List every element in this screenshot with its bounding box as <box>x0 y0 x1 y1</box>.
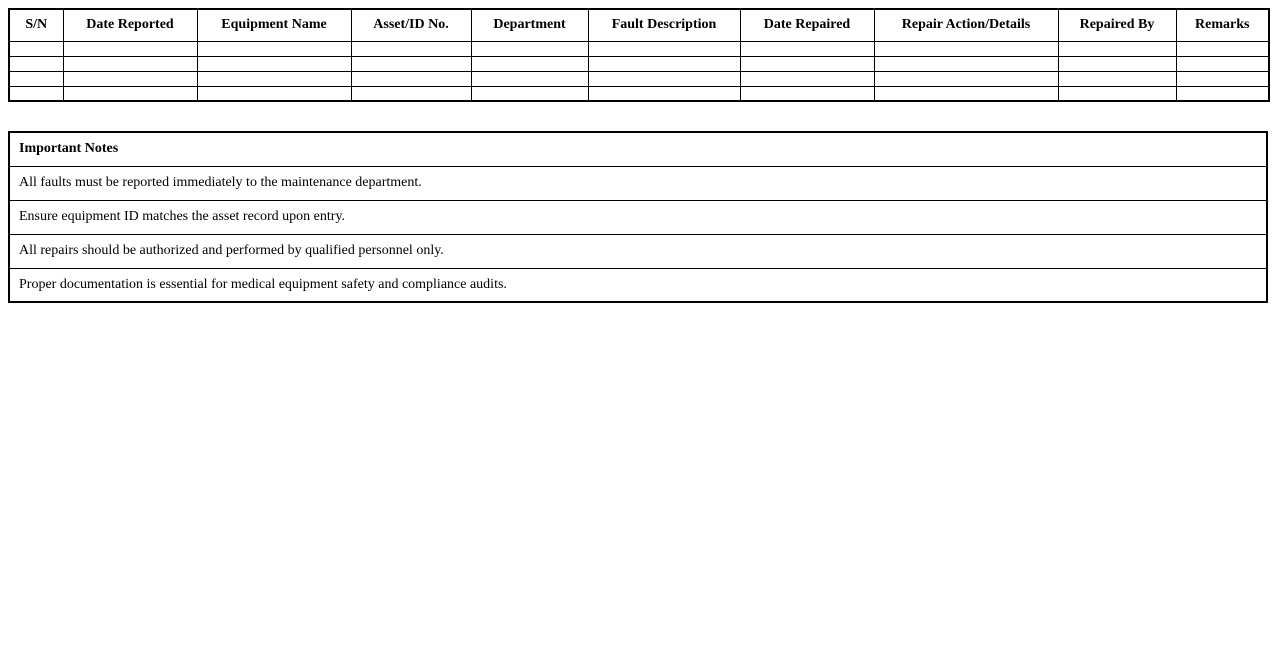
empty-cell <box>351 56 471 71</box>
column-header-sn: S/N <box>9 9 63 41</box>
empty-cell <box>588 86 740 101</box>
note-row <box>9 200 1267 234</box>
empty-cell <box>588 71 740 86</box>
log-empty-row <box>9 71 1269 86</box>
empty-cell <box>1058 56 1176 71</box>
log-empty-row <box>9 86 1269 101</box>
empty-cell <box>874 41 1058 56</box>
note-row <box>9 268 1267 302</box>
empty-cell <box>9 41 63 56</box>
empty-cell <box>63 41 197 56</box>
empty-cell <box>1176 56 1269 71</box>
empty-cell <box>1176 41 1269 56</box>
empty-cell <box>1058 71 1176 86</box>
empty-cell <box>351 71 471 86</box>
important-notes-table <box>8 131 1268 303</box>
empty-cell <box>63 86 197 101</box>
note-item: All faults must be reported immediately to the maintenance department. <box>9 166 1267 200</box>
empty-cell <box>9 86 63 101</box>
column-header-asset-id: Asset/ID No. <box>351 9 471 41</box>
empty-cell <box>588 41 740 56</box>
empty-cell <box>197 86 351 101</box>
empty-cell <box>1176 71 1269 86</box>
empty-cell <box>63 56 197 71</box>
log-table-header-row <box>9 9 1269 41</box>
empty-cell <box>471 71 588 86</box>
empty-cell <box>471 86 588 101</box>
notes-title-row <box>9 132 1267 166</box>
empty-cell <box>197 56 351 71</box>
note-row <box>9 234 1267 268</box>
empty-cell <box>63 71 197 86</box>
empty-cell <box>740 41 874 56</box>
empty-cell <box>351 86 471 101</box>
empty-cell <box>9 71 63 86</box>
empty-cell <box>740 86 874 101</box>
empty-cell <box>197 41 351 56</box>
empty-cell <box>197 71 351 86</box>
log-table-body <box>9 41 1269 101</box>
column-header-date-reported: Date Reported <box>63 9 197 41</box>
column-header-equipment-name: Equipment Name <box>197 9 351 41</box>
note-item: Ensure equipment ID matches the asset record upon entry. <box>9 200 1267 234</box>
note-item: All repairs should be authorized and performed by qualified personnel only. <box>9 234 1267 268</box>
empty-cell <box>471 41 588 56</box>
empty-cell <box>740 71 874 86</box>
empty-cell <box>740 56 874 71</box>
empty-cell <box>351 41 471 56</box>
empty-cell <box>588 56 740 71</box>
notes-title: Important Notes <box>9 132 1267 166</box>
log-empty-row <box>9 41 1269 56</box>
empty-cell <box>1176 86 1269 101</box>
column-header-repaired-by: Repaired By <box>1058 9 1176 41</box>
note-item: Proper documentation is essential for medical equipment safety and compliance audits. <box>9 268 1267 302</box>
empty-cell <box>1058 41 1176 56</box>
empty-cell <box>1058 86 1176 101</box>
column-header-date-repaired: Date Repaired <box>740 9 874 41</box>
log-empty-row <box>9 56 1269 71</box>
empty-cell <box>471 56 588 71</box>
note-row <box>9 166 1267 200</box>
empty-cell <box>9 56 63 71</box>
empty-cell <box>874 71 1058 86</box>
empty-cell <box>874 86 1058 101</box>
equipment-fault-log-table <box>8 8 1270 102</box>
column-header-remarks: Remarks <box>1176 9 1269 41</box>
column-header-repair-action: Repair Action/Details <box>874 9 1058 41</box>
empty-cell <box>874 56 1058 71</box>
column-header-department: Department <box>471 9 588 41</box>
column-header-fault-description: Fault Description <box>588 9 740 41</box>
